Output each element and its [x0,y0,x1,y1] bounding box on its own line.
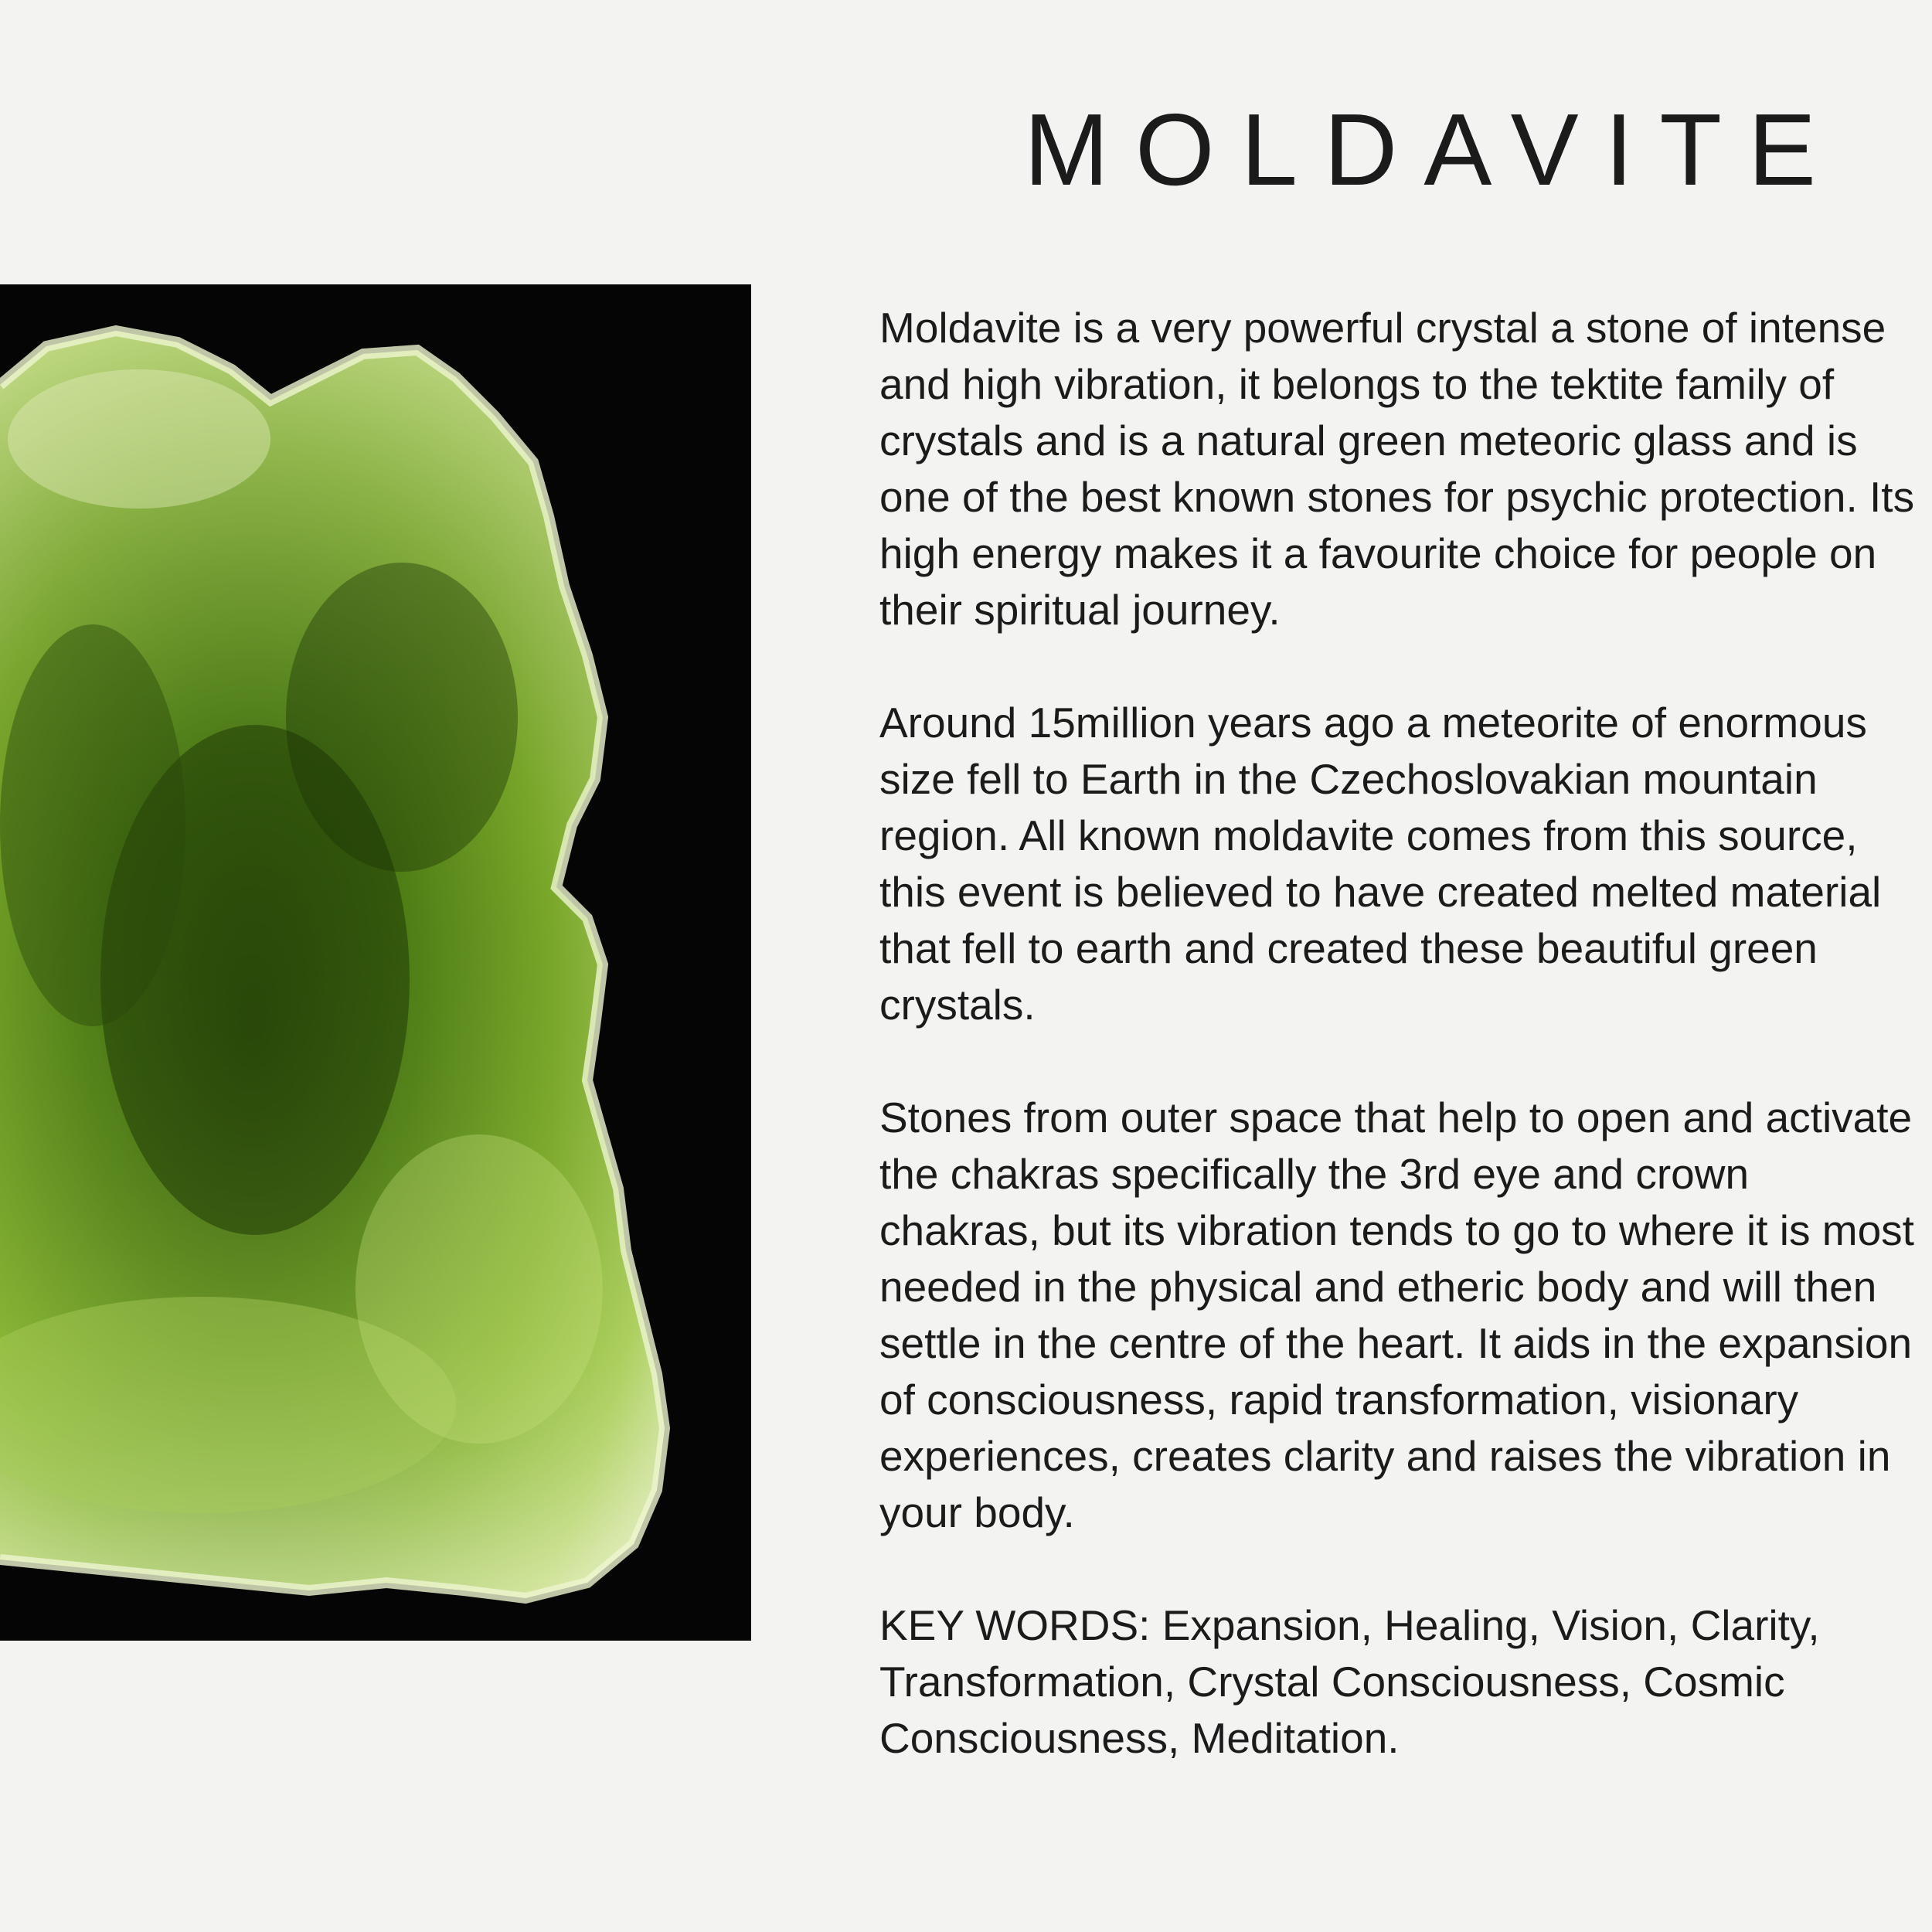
paragraph-properties: Stones from outer space that help to open and activate the chakras specifically the 3rd eye and crown chakras, but its vibration tends to go to where it is most needed in the physical and etheric body and will then settle in the centre of the heart. It aids in the expansion of consciousness, rapid transformation, visionary experiences, creates clarity and raises the vibration in your body. [879,1094,1914,1536]
paragraph-origin: Around 15million years ago a meteorite of enormous size fell to Earth in the Czechoslovakian mountain region. All known moldavite comes from this source, this event is believed to have created melted material that fell to earth and created these beautiful green crystals. [879,699,1882,1029]
page-title: MOLDAVITE [1024,93,1843,206]
paragraph-intro: Moldavite is a very powerful crystal a stone of intense and high vibration, it belongs to the tektite family of crystals and is a natural green meteoric glass and is one of the best known stones for psychic protection. Its high energy makes it a favourite choice for people on their spiritual journey. [879,304,1915,634]
moldavite-crystal-photo [0,284,751,1641]
crystal-illustration [0,284,751,1641]
paragraph-keywords: KEY WORDS: Expansion, Healing, Vision, Clarity, Transformation, Crystal Consciousness, Cosmic Consciousness, Meditation. [879,1601,1820,1762]
description [879,300,1915,1767]
